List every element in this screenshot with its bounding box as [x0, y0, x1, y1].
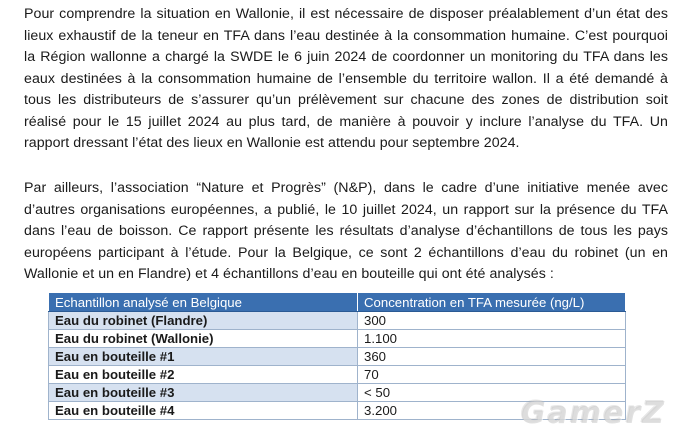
table-header-row [49, 293, 626, 312]
header-concentration: Concentration en TFA mesurée (ng/L) [358, 293, 626, 312]
table-row [49, 348, 626, 366]
concentration-cell: 3.200 [358, 402, 626, 420]
concentration-cell: 360 [358, 348, 626, 366]
concentration-cell: 1.100 [358, 330, 626, 348]
concentration-cell: 300 [358, 312, 626, 330]
concentration-cell: 70 [358, 366, 626, 384]
watermark-logo: GamerZ [520, 396, 666, 431]
paragraph-nature-et-progres: Par ailleurs, l’association “Nature et Progrès” (N&P), dans le cadre d’une initiative menée avec d’autres organisations européennes, a publié, le 10 juillet 2024, un rapport sur la présence du TFA dans l’eau de boisson. Ce rapport présente les résultats d’analyse d’échantillons de tous les pays européens participant à l’étude. Pour la Belgique, ce sont 2 échantillons d’eau du robinet (un en Wallonie et un en Flandre) et 4 échantillons d’eau en bouteille qui ont été analysés : [24, 180, 668, 282]
table-row [49, 330, 626, 348]
sample-cell: Eau du robinet (Wallonie) [49, 330, 358, 348]
sample-cell: Eau en bouteille #1 [49, 348, 358, 366]
sample-cell: Eau en bouteille #3 [49, 384, 358, 402]
concentration-cell: < 50 [358, 384, 626, 402]
header-sample: Echantillon analysé en Belgique [49, 293, 358, 312]
paragraph-monitoring: Pour comprendre la situation en Wallonie, il est nécessaire de disposer préalablement d’un état des lieux exhaustif de la teneur en TFA dans l’eau destinée à la consommation humaine. C’est pourquoi la Région wallonne a chargé la SWDE le 6 juin 2024 de coordonner un monitoring du TFA dans les eaux destinées à la consommation humaine de l’ensemble du territoire wallon. Il a été demandé à tous les distributeurs de s’assurer qu’un prélèvement sur chacune des zones de distribution soit réalisé pour le 15 juillet 2024 au plus tard, de manière à pouvoir y inclure l’analyse du TFA. Un rapport dressant l’état des lieux en Wallonie est attendu pour septembre 2024. [24, 6, 668, 151]
table-row [49, 366, 626, 384]
sample-cell: Eau en bouteille #2 [49, 366, 358, 384]
table-row [49, 312, 626, 330]
sample-cell: Eau en bouteille #4 [49, 402, 358, 420]
sample-cell: Eau du robinet (Flandre) [49, 312, 358, 330]
